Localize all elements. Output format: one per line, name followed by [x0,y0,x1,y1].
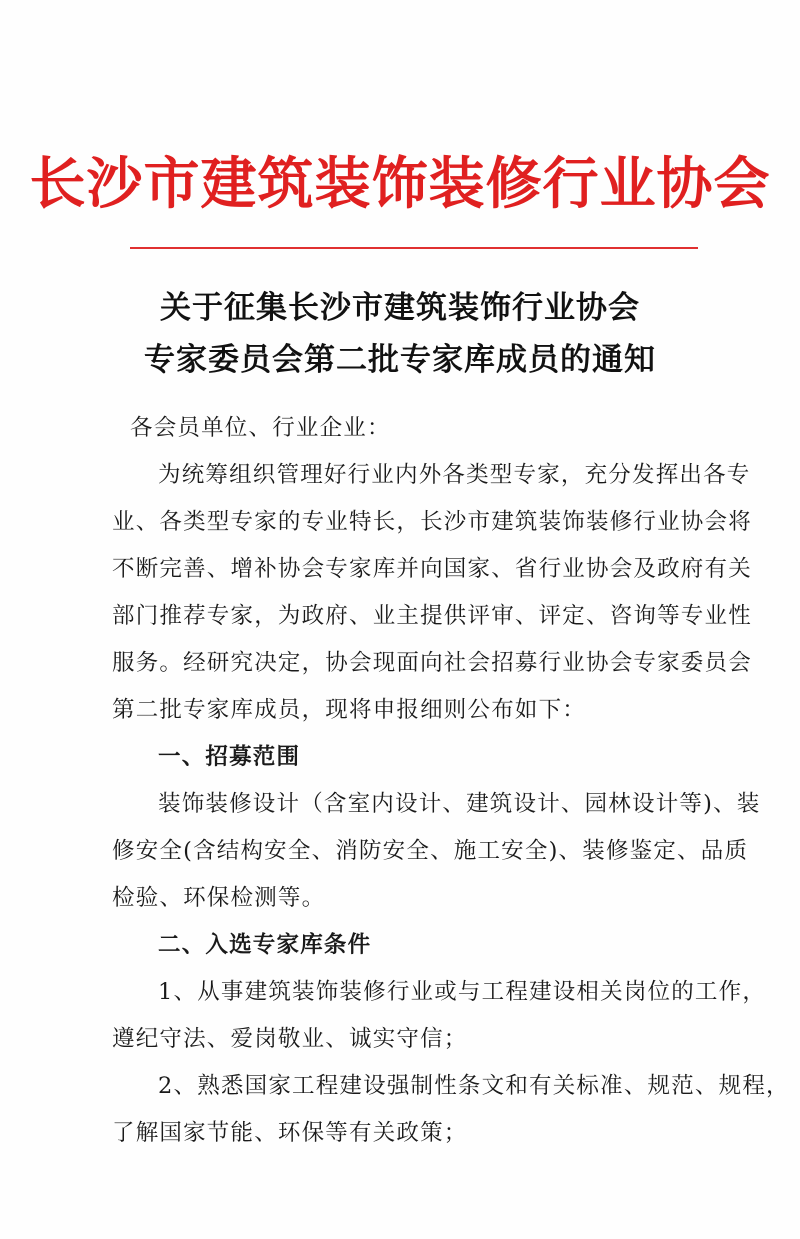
section-1-heading: 一、招募范围 [158,744,301,770]
intro-line-5: 服务。经研究决定，协会现面向社会招募行业协会专家委员会 [112,650,752,676]
condition-1-line-1: 1、从事建筑装饰装修行业或与工程建设相关岗位的工作， [158,979,767,1005]
intro-line-3: 不断完善、增补协会专家库并向国家、省行业协会及政府有关 [112,556,752,582]
notice-title-line-1: 关于征集长沙市建筑装饰行业协会 [160,290,640,326]
letterhead-red-rule [130,247,698,249]
section-1-line-3: 检验、环保检测等。 [112,885,326,911]
salutation: 各会员单位、行业企业： [130,415,391,441]
intro-line-2: 业、各类型专家的专业特长，长沙市建筑装饰装修行业协会将 [112,509,752,535]
intro-line-6: 第二批专家库成员，现将申报细则公布如下： [112,697,587,723]
condition-1-line-2: 遵纪守法、爱岗敬业、诚实守信； [112,1026,468,1052]
section-1-line-1: 装饰装修设计（含室内设计、建筑设计、园林设计等)、装 [158,791,761,817]
intro-line-1: 为统筹组织管理好行业内外各类型专家，充分发挥出各专 [158,462,751,488]
section-2-heading: 二、入选专家库条件 [158,932,372,958]
condition-2-line-1: 2、熟悉国家工程建设强制性条文和有关标准、规范、规程， [158,1073,790,1099]
condition-2-line-2: 了解国家节能、环保等有关政策； [112,1120,468,1146]
letterhead-title: 长沙市建筑装饰装修行业协会 [29,152,771,217]
section-1-line-2: 修安全(含结构安全、消防安全、施工安全)、装修鉴定、品质 [112,838,749,864]
intro-line-4: 部门推荐专家，为政府、业主提供评审、评定、咨询等专业性 [112,603,752,629]
notice-title-line-2: 专家委员会第二批专家库成员的通知 [144,342,656,378]
